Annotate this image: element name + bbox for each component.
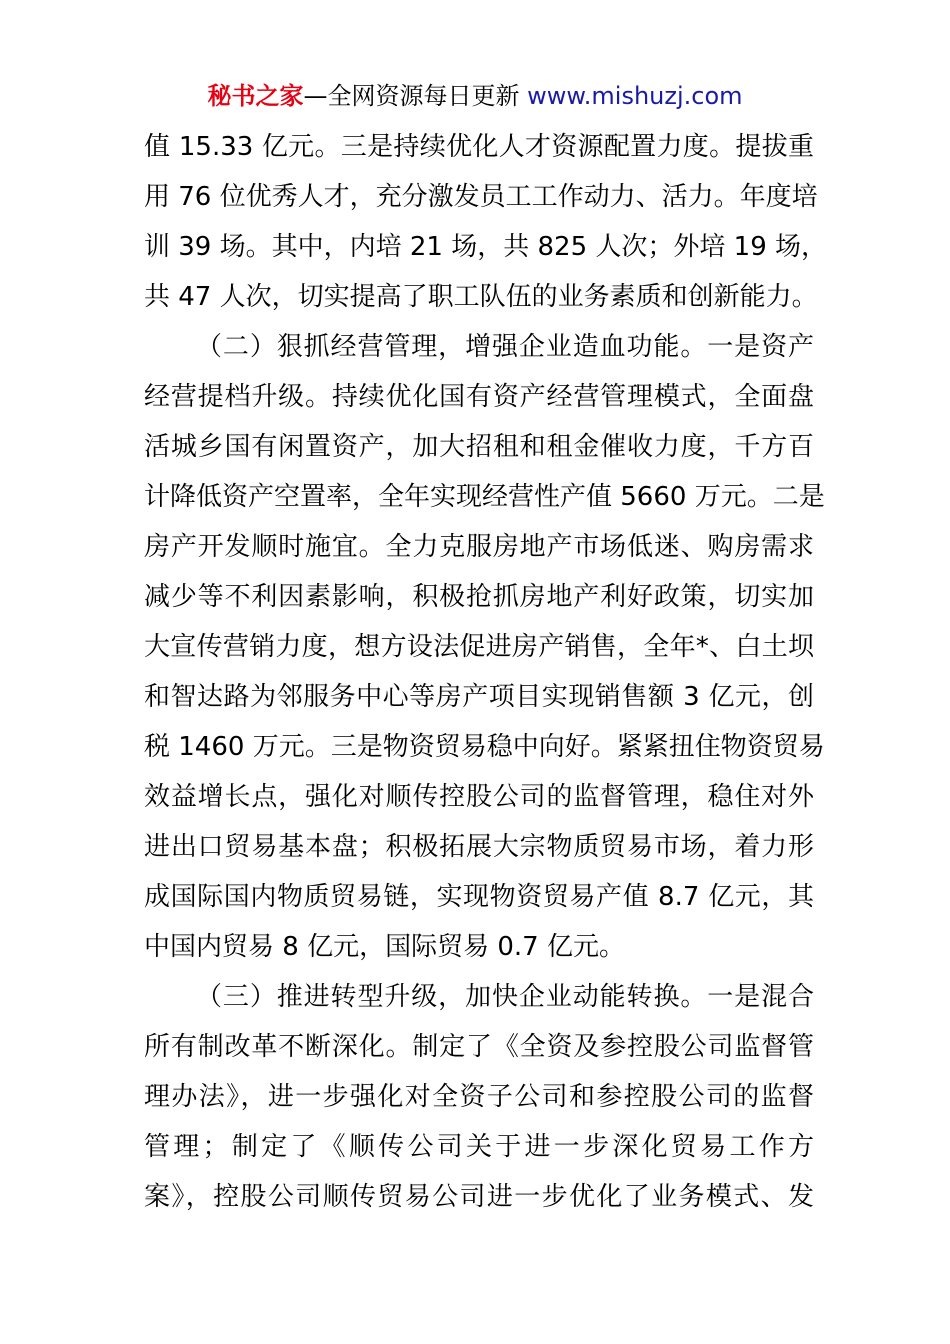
- text-line-9: 房产开发顺时施宜。全力克服房地产市场低迷、购房需求: [144, 532, 814, 562]
- text-line-1: 值 15.33 亿元。三是持续优化人才资源配置力度。提拔重: [144, 132, 814, 162]
- text-line-3: 训 39 场。其中，内培 21 场，共 825 人次；外培 19 场，: [144, 232, 827, 262]
- header-tagline: —全网资源每日更新: [303, 82, 528, 110]
- text-line-2: 用 76 位优秀人才，充分激发员工工作动力、活力。年度培: [144, 182, 818, 212]
- text-line-18: （三）推进转型升级，加快企业动能转换。一是混合: [196, 982, 814, 1012]
- text-line-5: （二）狠抓经营管理，增强企业造血功能。一是资产: [196, 332, 814, 362]
- text-line-16: 成国际国内物质贸易链，实现物资贸易产值 8.7 亿元，其: [144, 882, 814, 912]
- text-line-10: 减少等不利因素影响，积极抢抓房地产利好政策，切实加: [144, 582, 814, 612]
- text-line-20: 理办法》，进一步强化对全资子公司和参控股公司的监督: [144, 1082, 814, 1112]
- text-line-8: 计降低资产空置率，全年实现经营性产值 5660 万元。二是: [144, 482, 825, 512]
- text-line-11: 大宣传营销力度，想方设法促进房产销售，全年*、白土坝: [144, 632, 814, 662]
- text-line-22: 案》，控股公司顺传贸易公司进一步优化了业务模式、发: [144, 1182, 814, 1212]
- page-header: [0, 80, 950, 112]
- text-line-12: 和智达路为邻服务中心等房产项目实现销售额 3 亿元，创: [144, 682, 814, 712]
- text-line-17: 中国内贸易 8 亿元，国际贸易 0.7 亿元。: [144, 932, 625, 962]
- text-line-4: 共 47 人次，切实提高了职工队伍的业务素质和创新能力。: [144, 282, 818, 312]
- text-line-6: 经营提档升级。持续优化国有资产经营管理模式，全面盘: [144, 382, 814, 412]
- text-line-14: 效益增长点，强化对顺传控股公司的监督管理，稳住对外: [144, 782, 814, 812]
- text-line-13: 税 1460 万元。三是物资贸易稳中向好。紧紧扭住物资贸易: [144, 732, 825, 762]
- document-body: [144, 122, 827, 1222]
- brand-name: 秘书之家: [207, 82, 304, 110]
- text-line-21: 管理；制定了《顺传公司关于进一步深化贸易工作方: [144, 1132, 814, 1162]
- text-line-19: 所有制改革不断深化。制定了《全资及参控股公司监督管: [144, 1032, 814, 1062]
- text-line-7: 活城乡国有闲置资产，加大招租和租金催收力度，千方百: [144, 432, 814, 462]
- site-url-link[interactable]: www.mishuzj.com: [527, 82, 743, 110]
- text-line-15: 进出口贸易基本盘；积极拓展大宗物质贸易市场，着力形: [144, 832, 814, 862]
